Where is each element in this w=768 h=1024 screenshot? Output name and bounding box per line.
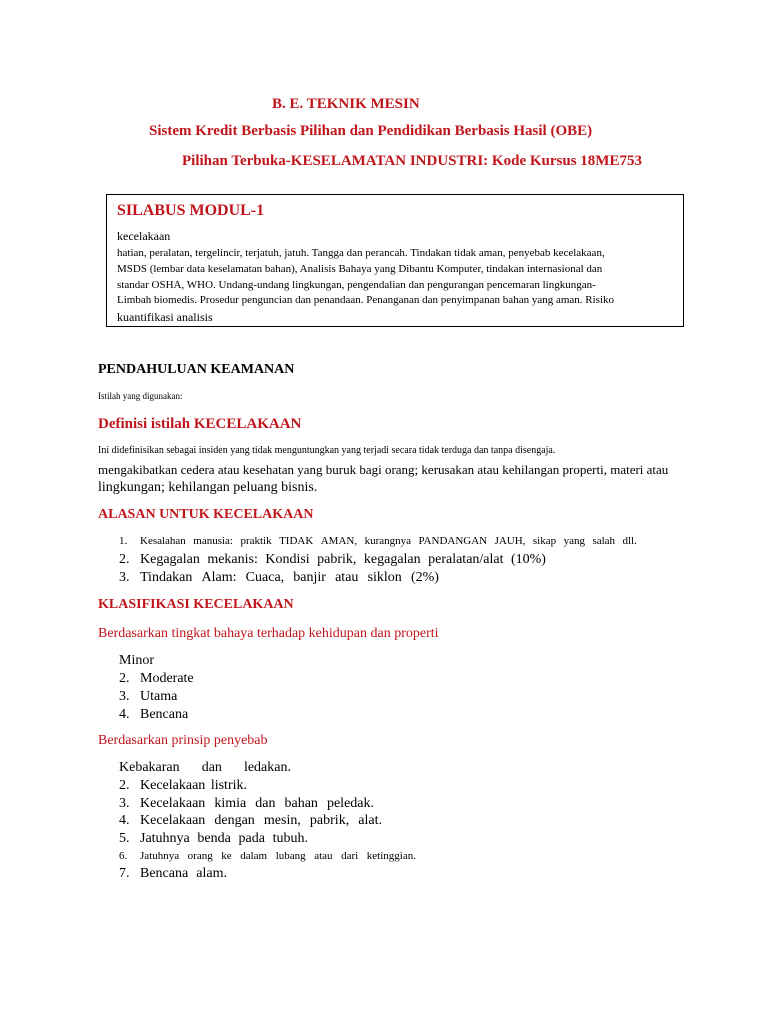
list-word: bahan xyxy=(284,796,318,811)
list-word: pada xyxy=(238,831,265,846)
list-word: PANDANGAN xyxy=(418,535,488,547)
classification-heading: KLASIFIKASI KECELAKAAN xyxy=(98,597,294,612)
list-text xyxy=(140,850,416,862)
list-word: benda xyxy=(197,831,231,846)
list-word: praktik xyxy=(240,535,272,547)
list-number: 2. xyxy=(119,778,130,793)
list-item: Minor xyxy=(119,653,154,668)
list-item xyxy=(119,535,637,547)
list-item xyxy=(119,866,227,882)
list-word: kegagalan xyxy=(363,552,421,567)
definition-line: Ini didefinisikan sebagai insiden yang tidak menguntungkan yang terjadi secara tidak terduga dan tanpa disengaja. xyxy=(98,445,556,456)
list-word: atau xyxy=(314,850,333,862)
list-word: Kesalahan xyxy=(140,535,186,547)
list-word: Bencana xyxy=(140,866,189,881)
definition-line: lingkungan; kehilangan peluang bisnis. xyxy=(98,480,318,495)
terms-used-text: Istilah yang digunakan: xyxy=(98,391,183,401)
list-text xyxy=(140,535,637,547)
list-word: Tindakan xyxy=(140,570,193,585)
list-number: 4. xyxy=(119,813,130,828)
list-word: dari xyxy=(341,850,359,862)
syllabus-line: kuantifikasi analisis xyxy=(117,310,213,324)
reasons-heading: ALASAN UNTUK KECELAKAAN xyxy=(98,507,314,522)
list-text xyxy=(140,866,227,882)
list-text: Moderate xyxy=(140,671,194,686)
syllabus-box xyxy=(106,194,684,327)
list-number: 6. xyxy=(119,850,128,862)
list-word: siklon xyxy=(367,570,402,585)
doc-title: B. E. TEKNIK MESIN xyxy=(272,96,420,112)
list-number: 3. xyxy=(119,689,130,704)
list-item xyxy=(119,671,194,687)
definition-heading: Definisi istilah KECELAKAAN xyxy=(98,416,302,432)
list-item xyxy=(119,552,546,568)
list-word: Kebakaran xyxy=(119,760,180,775)
list-word: dan xyxy=(201,760,222,775)
list-word: yang xyxy=(563,535,585,547)
list-word: tubuh. xyxy=(272,831,308,846)
list-word: ledakan. xyxy=(243,760,291,775)
list-item xyxy=(119,760,291,776)
list-word: dengan xyxy=(214,813,255,828)
syllabus-title: SILABUS MODUL-1 xyxy=(117,202,265,219)
list-word: Kegagalan xyxy=(140,552,200,567)
list-word: dalam xyxy=(240,850,268,862)
list-text xyxy=(140,570,439,586)
list-word: sikap xyxy=(532,535,557,547)
syllabus-line: Limbah biomedis. Prosedur penguncian dan penandaan. Penanganan dan penyimpanan bahan yang aman. Risiko xyxy=(117,294,615,306)
list-word: TIDAK xyxy=(279,535,314,547)
list-word: peralatan/alat xyxy=(428,552,504,567)
list-word: AMAN, xyxy=(320,535,358,547)
list-word: dll. xyxy=(622,535,637,547)
syllabus-line: kecelakaan xyxy=(117,229,171,243)
list-word: alam. xyxy=(196,866,227,881)
list-word: ketinggian. xyxy=(366,850,416,862)
list-item xyxy=(119,689,177,705)
list-word: mesin, xyxy=(263,813,301,828)
list-text xyxy=(140,778,247,794)
list-word: pabrik, xyxy=(309,813,350,828)
list-item xyxy=(119,813,382,829)
list-word: kimia xyxy=(214,796,247,811)
list-number: 2. xyxy=(119,552,130,567)
list-item xyxy=(119,570,439,586)
list-word: orang xyxy=(187,850,213,862)
list-number: 7. xyxy=(119,866,130,881)
list-text: Bencana xyxy=(140,707,189,722)
list-word: Cuaca, xyxy=(245,570,285,585)
list-word: alat. xyxy=(358,813,382,828)
severity-subheading: Berdasarkan tingkat bahaya terhadap kehidupan dan properti xyxy=(98,626,439,641)
list-word: (2%) xyxy=(410,570,439,585)
list-number: 4. xyxy=(119,707,130,722)
list-text xyxy=(140,831,308,847)
list-item xyxy=(119,707,188,723)
list-number: 1. xyxy=(119,535,128,547)
list-item xyxy=(119,831,308,847)
list-number: 5. xyxy=(119,831,130,846)
list-word: (10%) xyxy=(510,552,546,567)
syllabus-line: standar OSHA, WHO. Undang-undang lingkungan, pengendalian dan pengurangan pencemaran lingkungan- xyxy=(117,279,596,291)
definition-line: mengakibatkan cedera atau kesehatan yang buruk bagi orang; kerusakan atau kehilangan properti, materi atau xyxy=(98,462,669,477)
list-word: dan xyxy=(255,796,276,811)
list-word: salah xyxy=(592,535,616,547)
list-text xyxy=(140,552,546,568)
list-word: JAUH, xyxy=(494,535,526,547)
section-heading-intro: PENDAHULUAN KEAMANAN xyxy=(98,362,295,377)
list-word: kurangnya xyxy=(364,535,411,547)
list-word: manusia: xyxy=(193,535,233,547)
syllabus-line: hatian, peralatan, tergelincir, terjatuh, jatuh. Tangga dan perancah. Tindakan tidak aman, penyebab kecelakaan, xyxy=(117,247,605,259)
list-text: Utama xyxy=(140,689,178,704)
list-word: atau xyxy=(335,570,359,585)
list-number: 3. xyxy=(119,796,130,811)
list-word: banjir xyxy=(293,570,326,585)
list-item xyxy=(119,778,247,794)
course-code-line: Pilihan Terbuka-KESELAMATAN INDUSTRI: Kode Kursus 18ME753 xyxy=(182,153,642,169)
list-item xyxy=(119,850,416,862)
list-text xyxy=(140,796,374,812)
list-text xyxy=(140,813,382,829)
list-word: ke xyxy=(221,850,232,862)
cause-subheading: Berdasarkan prinsip penyebab xyxy=(98,733,268,748)
list-number: 2. xyxy=(119,671,130,686)
list-word: Kondisi xyxy=(265,552,310,567)
list-word: Jatuhnya xyxy=(140,831,190,846)
list-word: listrik. xyxy=(210,778,247,793)
list-word: lubang xyxy=(275,850,306,862)
list-number: 3. xyxy=(119,570,130,585)
list-word: peledak. xyxy=(326,796,374,811)
list-word: pabrik, xyxy=(317,552,357,567)
list-item xyxy=(119,796,374,812)
list-word: Kecelakaan xyxy=(140,778,206,793)
list-word: Alam: xyxy=(201,570,237,585)
list-word: Kecelakaan xyxy=(140,813,206,828)
list-word: mekanis: xyxy=(207,552,258,567)
list-word: Kecelakaan xyxy=(140,796,206,811)
list-word: Jatuhnya xyxy=(140,850,180,862)
syllabus-line: MSDS (lembar data keselamatan bahan), Analisis Bahaya yang Dibantu Komputer, tindakan internasional dan xyxy=(117,263,603,275)
doc-subtitle: Sistem Kredit Berbasis Pilihan dan Pendidikan Berbasis Hasil (OBE) xyxy=(149,123,593,139)
